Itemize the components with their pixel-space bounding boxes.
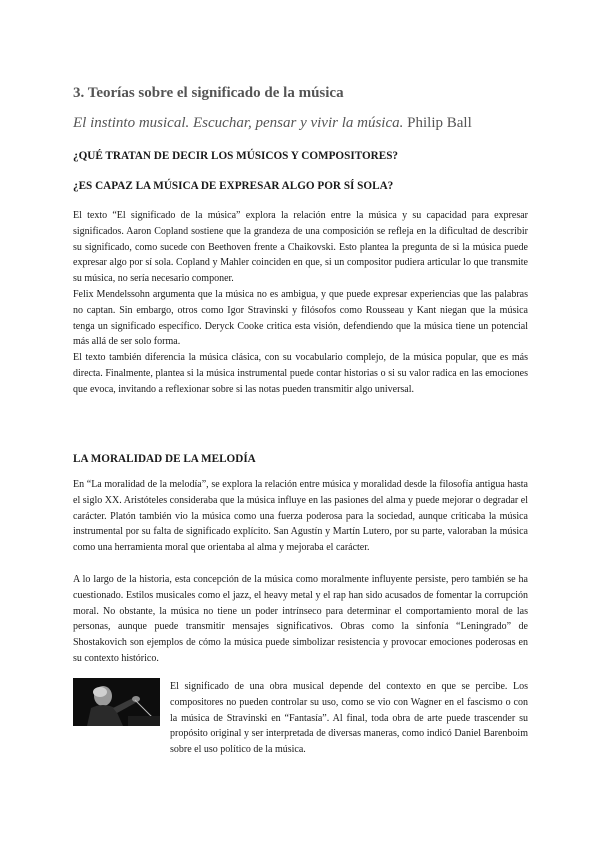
paragraph: El texto “El significado de la música” explora la relación entre la música y su capacidad para expresar significados. Aaron Copland sostiene que la grandeza de una composición se refleja en la dificultad de describir su significado, como sucede con Beethoven frente a Chaikovski. Esto plantea la pregunta de si la música puede expresar algo por sí sola. Copland y Mahler coinciden en que, si un compositor pudiera articular lo que transmite su música, no sería necesario componer. [73,210,528,285]
book-author: Philip Ball [407,115,472,131]
book-title: El instinto musical. Escuchar, pensar y vivir la música. [73,115,404,131]
paragraph: El texto también diferencia la música clásica, con su vocabulario complejo, de la música popular, que es más directa. Finalmente, plantea si la música instrumental puede contar historias o si su valor radica en las emociones que evoca, invitando a reflexionar sobre si las notas pueden transmitir algo universal. [73,352,528,395]
paragraph: En “La moralidad de la melodía”, se explora la relación entre música y moralidad desde la filosofía antigua hasta el siglo XX. Aristóteles consideraba que la música influye en las pasiones del alma y puede mejorar o degradar el carácter. Platón también vio la música como una fuerza poderosa para la sociedad, aunque criticaba la música instrumental por su falta de significado explícito. San Agustín y Martín Lutero, por su parte, valoraban la música como una herramienta moral que orientaba al alma y mejoraba el carácter. [73,479,528,554]
section-heading: LA MORALIDAD DE LA MELODÍA [73,453,256,465]
paragraph-with-photo [73,679,528,758]
section-title: 3. Teorías sobre el significado de la música [73,85,344,101]
question-heading: ¿ES CAPAZ LA MÚSICA DE EXPRESAR ALGO POR SÍ SOLA? [73,180,394,192]
paragraph: Felix Mendelssohn argumenta que la música no es ambigua, y que puede expresar experiencias que las palabras no captan. Sin embargo, otros como Igor Stravinski y filósofos como Rousseau y Kant niegan que la música tenga un significado específico. Deryck Cooke critica esta visión, defendiendo que la música tiene un potencial más allá de ser solo forma. [73,289,528,348]
question-heading: ¿QUÉ TRATAN DE DECIR LOS MÚSICOS Y COMPOSITORES? [73,150,399,162]
book-reference [73,115,472,132]
photo-spacer [73,679,170,743]
paragraph: A lo largo de la historia, esta concepción de la música como moralmente influyente persiste, pero también se ha cuestionado. Estilos musicales como el jazz, el heavy metal y el rap han sido acusados de fomentar la corrupción moral. No obstante, la música no tiene un poder intrínseco para determinar el comportamiento moral de las personas, aunque puede transmitir mensajes significativos. Obras como la sinfonía “Leningrado” de Shostakovich son ejemplos de cómo la música puede simbolizar resistencia y provocar emociones poderosas en su contexto histórico. [73,574,528,664]
paragraph-text: El significado de una obra musical depende del contexto en que se percibe. Los compositores no pueden controlar su uso, como se vio con Wagner en el fascismo o con la música de Stravinski en “Fantasía”. Al final, toda obra de arte puede trascender su propósito original y ser interpretada de diversas maneras, como indicó Daniel Barenboim sobre el uso político de la música. [170,681,528,756]
